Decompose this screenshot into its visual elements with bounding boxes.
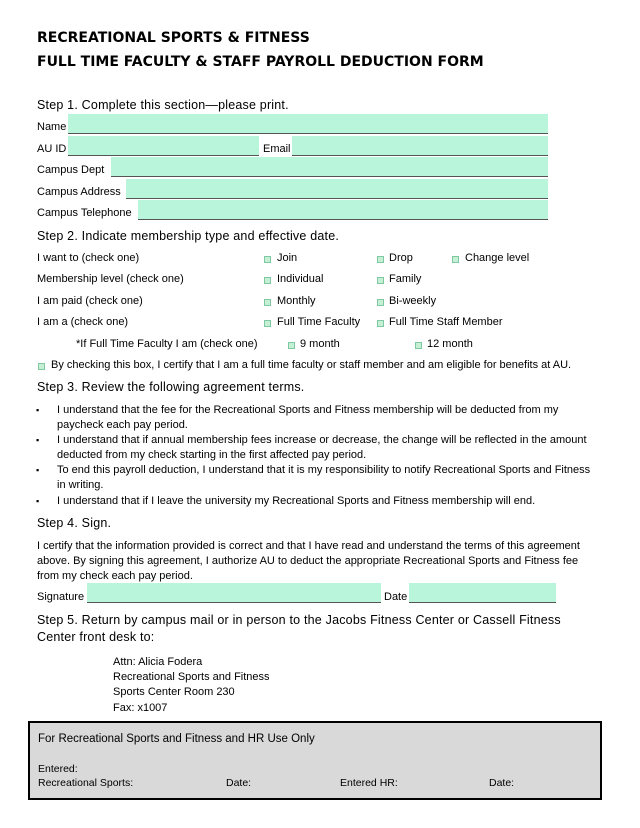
address-room: Sports Center Room 230	[113, 686, 235, 698]
certify-checkbox[interactable]	[38, 363, 45, 370]
bullet-icon: ▪	[36, 405, 40, 415]
individual-checkbox[interactable]	[264, 277, 271, 284]
signature-label: Signature	[37, 591, 85, 603]
date-label-2: Date:	[489, 777, 515, 789]
bi-weekly-label: Bi-weekly	[389, 295, 437, 307]
paid-label: I am paid (check one)	[37, 295, 143, 307]
family-label: Family	[389, 273, 422, 285]
dept-label: Campus Dept	[37, 164, 105, 176]
change-level-checkbox[interactable]	[452, 256, 459, 263]
name-label: Name	[37, 121, 67, 133]
campus-dept-field[interactable]	[111, 157, 548, 177]
membership-level-label: Membership level (check one)	[37, 273, 184, 285]
telephone-label: Campus Telephone	[37, 207, 132, 219]
step2-heading: Step 2. Indicate membership type and effective date.	[37, 229, 340, 243]
address-attn: Attn: Alicia Fodera	[113, 656, 203, 668]
want-to-label: I want to (check one)	[37, 252, 140, 264]
signature-field[interactable]	[87, 583, 381, 603]
bullet-icon: ▪	[36, 496, 40, 506]
i-am-label: I am a (check one)	[37, 316, 129, 328]
individual-label: Individual	[277, 273, 324, 285]
address-fax: Fax: x1007	[113, 702, 168, 714]
certify-label: By checking this box, I certify that I am a full time faculty or staff member and am eligible for benefits at AU.	[51, 359, 572, 371]
full-time-faculty-checkbox[interactable]	[264, 320, 271, 327]
family-checkbox[interactable]	[377, 277, 384, 284]
address-dept: Recreational Sports and Fitness	[113, 671, 270, 683]
campus-telephone-field[interactable]	[138, 200, 548, 220]
address-label: Campus Address	[37, 186, 121, 198]
drop-checkbox[interactable]	[377, 256, 384, 263]
agreement-term: ▪ I understand that if annual membership fees increase or decrease, the change will be reflected in the amount deducted from my check starting in the first affected pay period.	[36, 434, 587, 461]
date-label: Date	[384, 591, 408, 603]
date-label-1: Date:	[226, 777, 252, 789]
step3-heading: Step 3. Review the following agreement terms.	[37, 380, 305, 394]
entered-label: Entered:	[38, 763, 78, 775]
nine-month-checkbox[interactable]	[288, 342, 295, 349]
office-use-box	[28, 721, 602, 800]
au-id-field[interactable]	[68, 136, 259, 156]
nine-month-label: 9 month	[300, 338, 340, 350]
agreement-term: ▪ I understand that the fee for the Recreational Sports and Fitness membership will be deducted from my paycheck each pay period.	[36, 404, 559, 431]
step1-heading: Step 1. Complete this section—please print.	[37, 98, 289, 112]
step5-heading: Step 5. Return by campus mail or in person to the Jacobs Fitness Center or Cassell Fitness Center front desk to:	[37, 613, 561, 644]
agreement-term: ▪ I understand that if I leave the university my Recreational Sports and Fitness membership will end.	[36, 495, 536, 507]
twelve-month-checkbox[interactable]	[415, 342, 422, 349]
join-checkbox[interactable]	[264, 256, 271, 263]
monthly-label: Monthly	[277, 295, 316, 307]
bi-weekly-checkbox[interactable]	[377, 299, 384, 306]
form-title-line1: RECREATIONAL SPORTS & FITNESS	[37, 30, 310, 46]
faculty-term-label: *If Full Time Faculty I am (check one)	[76, 338, 258, 350]
monthly-checkbox[interactable]	[264, 299, 271, 306]
office-use-title: For Recreational Sports and Fitness and HR Use Only	[38, 733, 315, 745]
twelve-month-label: 12 month	[427, 338, 473, 350]
full-time-staff-label: Full Time Staff Member	[389, 316, 503, 328]
join-label: Join	[277, 252, 298, 264]
agreement-term: ▪ To end this payroll deduction, I understand that it is my responsibility to notify Recreational Sports and Fitness in writing.	[36, 464, 591, 491]
campus-address-field[interactable]	[126, 179, 548, 199]
bullet-icon: ▪	[36, 465, 40, 475]
change-level-label: Change level	[465, 252, 530, 264]
full-time-faculty-label: Full Time Faculty	[277, 316, 361, 328]
drop-label: Drop	[389, 252, 413, 264]
certification-text: I certify that the information provided is correct and that I have read and understand the terms of this agreement above. By signing this agreement, I authorize AU to deduct the appropriate Recreational Sports and Fitness fee from my check each pay period.	[37, 540, 580, 582]
email-label: Email	[263, 143, 291, 155]
name-field[interactable]	[68, 114, 548, 134]
form-title-line2: FULL TIME FACULTY & STAFF PAYROLL DEDUCTION FORM	[37, 54, 484, 70]
au-id-label: AU ID	[37, 143, 67, 155]
entered-hr-label: Entered HR:	[340, 777, 398, 789]
step4-heading: Step 4. Sign.	[37, 516, 112, 530]
bullet-icon: ▪	[36, 435, 40, 445]
date-field[interactable]	[409, 583, 556, 603]
rec-sports-label: Recreational Sports:	[38, 777, 134, 789]
email-field[interactable]	[292, 136, 548, 156]
full-time-staff-checkbox[interactable]	[377, 320, 384, 327]
